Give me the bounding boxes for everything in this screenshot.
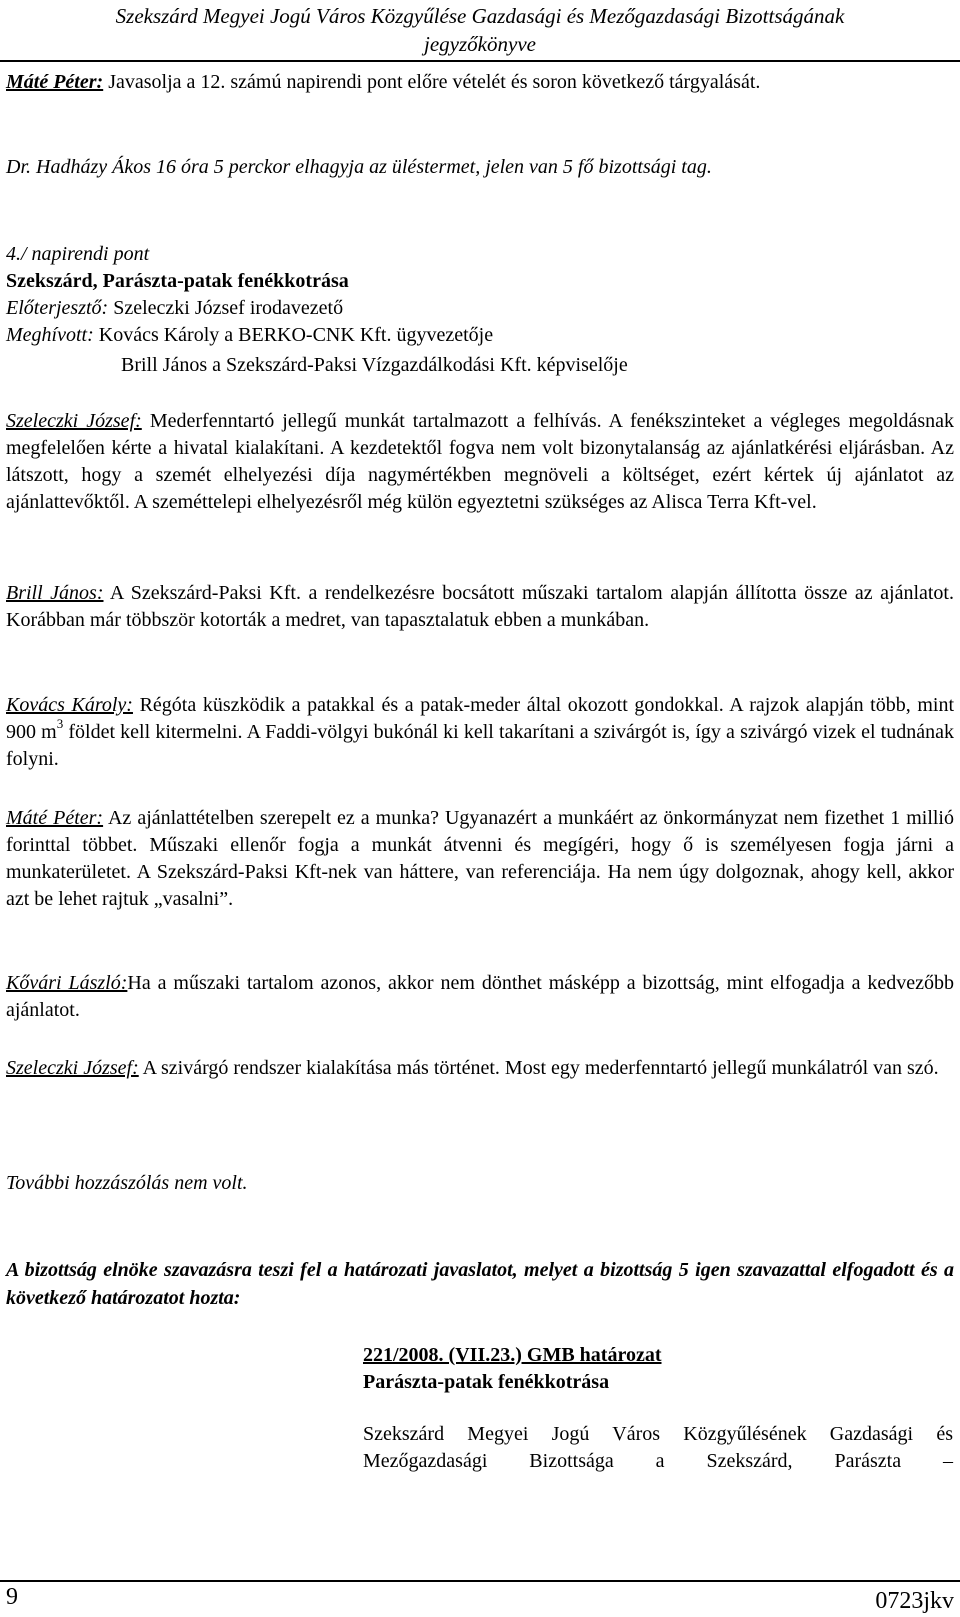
comment-paragraph	[6, 970, 954, 1024]
paragraph-text: A szivárgó rendszer kialakítása más történet. Most egy mederfenntartó jellegű munkálatról van szó.	[138, 1057, 939, 1079]
speaker-name: Kővári László:	[6, 972, 128, 994]
speaker-name: Szeleczki József:	[6, 1057, 139, 1079]
header-line-1: Szekszárd Megyei Jogú Város Közgyűlése Gazdasági és Mezőgazdasági Bizottságának	[115, 4, 845, 28]
paragraph-text: földet kell kitermelni. A Faddi-völgyi bukónál ki kell takarítani a szivárgót is, így a szivárgó vizek el tudnának folyni.	[6, 721, 954, 770]
resolution-number: 221/2008. (VII.23.) GMB határozat	[363, 1344, 662, 1366]
header-line-2: jegyzőkönyve	[424, 32, 536, 56]
superscript: 3	[56, 716, 64, 731]
comment-paragraph	[6, 1055, 954, 1082]
paragraph-text: Javasolja a 12. számú napirendi pont előre vételét és soron következő tárgyalását.	[103, 71, 761, 93]
speaker-name: Máté Péter:	[6, 807, 104, 829]
invited-label: Meghívott:	[6, 324, 94, 346]
speaker-name: Kovács Károly:	[6, 694, 133, 716]
attendance-note: Dr. Hadházy Ákos 16 óra 5 perckor elhagyja az üléstermet, jelen van 5 fő bizottsági tag.	[6, 156, 712, 178]
paragraph-text: A Szekszárd-Paksi Kft. a rendelkezésre bocsátott műszaki tartalom alapján állította össze az ajánlatot. Korábban már többször kotorták a medret, van tapasztalatuk ebben a munkában.	[6, 582, 954, 631]
page-header	[0, 2, 960, 58]
agenda-presenter	[6, 295, 343, 322]
no-more-comments: További hozzászólás nem volt.	[6, 1172, 248, 1194]
comment-paragraph	[6, 805, 954, 913]
header-divider	[0, 60, 960, 62]
agenda-invited	[6, 322, 493, 349]
comment-paragraph	[6, 408, 954, 516]
document-code: 0723jkv	[875, 1588, 954, 1614]
paragraph-text: Régóta küszködik a patakkal és a patak-meder által okozott gondokkal. A rajzok alapján több, mint 900 m	[6, 694, 954, 743]
agenda-title: Szekszárd, Parászta-patak fenékkotrása	[6, 270, 349, 292]
invited-name-1: Kovács Károly a BERKO-CNK Kft. ügyvezetője	[93, 324, 494, 346]
page-footer	[0, 1582, 960, 1617]
comment-paragraph	[6, 580, 954, 634]
paragraph-text: Az ajánlattételben szerepelt ez a munka? Ugyanazért a munkáért az önkormányzat nem fizethet 1 millió forinttal többet. Műszaki ellenőr fogja a munkát átvenni és megígéri, hogy ő is személyesen fogja járni a munkaterületet. A Szekszárd-Paksi Kft-nek van háttere, van referenciája. Ha nem úgy dolgoznak, ahogy kell, akkor azt be lehet rajtuk „vasalni”.	[6, 807, 954, 910]
resolution-title: Parászta-patak fenékkotrása	[363, 1371, 610, 1393]
vote-statement: A bizottság elnöke szavazásra teszi fel a határozati javaslatot, melyet a bizottság 5 igen szavazattal elfogadott és a következő határozatot hozta:	[6, 1259, 954, 1309]
speaker-name: Szeleczki József:	[6, 410, 142, 432]
resolution-body: Szekszárd Megyei Jogú Város Közgyűlésének Gazdasági és Mezőgazdasági Bizottsága a Szekszárd, Parászta –	[363, 1423, 953, 1472]
presenter-name: Szeleczki József irodavezető	[108, 297, 344, 319]
invited-name-2: Brill János a Szekszárd-Paksi Vízgazdálkodási Kft. képviselője	[121, 354, 628, 376]
intro-paragraph	[6, 69, 954, 96]
presenter-label: Előterjesztő:	[6, 297, 109, 319]
paragraph-text: Ha a műszaki tartalom azonos, akkor nem dönthet másképp a bizottság, mint elfogadja a kedvezőbb ajánlatot.	[6, 972, 954, 1021]
paragraph-text: Mederfenntartó jellegű munkát tartalmazott a felhívás. A fenékszinteket a végleges megoldásnak megfelelően kérte a hivatal kialakítani. A kezdetektől fogva nem volt bizonytalanság az ajánlatkérési eljárásban. Az látszott, hogy a szemét elhelyezési díja nagymértékben megnöveli a költséget, ezért kértek új ajánlatot az ajánlattevőktől. A szeméttelepi elhelyezésről még külön egyeztetni szükséges az Alisca Terra Kft-vel.	[6, 410, 954, 513]
comment-paragraph	[6, 692, 954, 773]
speaker-name: Máté Péter:	[6, 71, 104, 93]
speaker-name: Brill János:	[6, 582, 104, 604]
agenda-number: 4./ napirendi pont	[6, 243, 150, 265]
page-number: 9	[6, 1584, 18, 1610]
